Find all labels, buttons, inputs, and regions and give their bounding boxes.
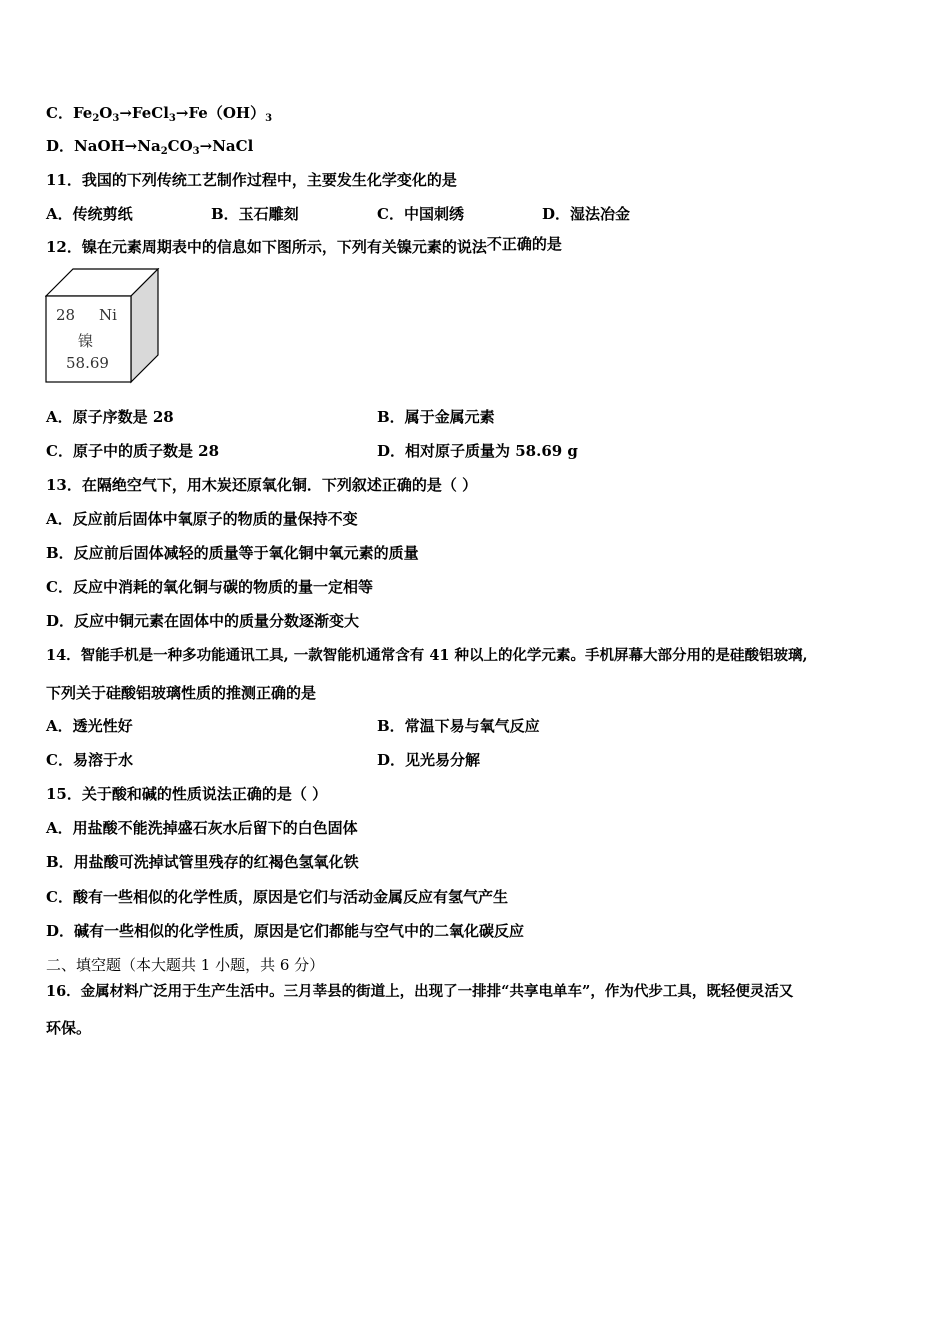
subscript: 3 <box>168 113 176 124</box>
subscript: 2 <box>92 113 100 124</box>
q10-option-d <box>46 136 253 162</box>
q14-option-d: D．见光易分解 <box>377 751 481 769</box>
formula-part: Fe <box>72 104 93 122</box>
q12-option-d: D．相对原子质量为 58.69 g <box>377 442 578 460</box>
q15-stem: 15．关于酸和碱的性质说法正确的是（ ） <box>46 785 328 803</box>
formula-part: CO <box>167 137 193 155</box>
q14-stem-line1: 14．智能手机是一种多功能通讯工具, 一款智能机通常含有 41 种以上的化学元素。手机屏幕大部分用的是硅酸铝玻璃, <box>46 647 808 664</box>
q14-option-a: A．透光性好 <box>46 717 133 735</box>
element-cell-figure <box>45 268 160 384</box>
q12-stem-emphasis: 不正确的是 <box>486 235 562 253</box>
q11-option-c: C．中国刺绣 <box>377 205 464 223</box>
subscript: 3 <box>112 113 120 124</box>
q15-option-b: B．用盐酸可洗掉试管里残存的红褐色氢氧化铁 <box>46 853 359 871</box>
subscript: 3 <box>265 113 273 124</box>
q12-stem <box>46 237 562 257</box>
section-2-title: 二、填空题（本大题共 1 小题，共 6 分） <box>46 956 325 974</box>
q13-stem: 13．在隔绝空气下，用木炭还原氧化铜．下列叙述正确的是（ ） <box>46 476 478 494</box>
q16-stem-line1: 16．金属材料广泛用于生产生活中。三月莘县的街道上，出现了一排排“共享电单车”，作为代步工具，既轻便灵活又 <box>46 983 794 1000</box>
q11-option-b: B．玉石雕刻 <box>211 205 299 223</box>
q15-option-c: C．酸有一些相似的化学性质，原因是它们与活动金属反应有氢气产生 <box>46 888 508 906</box>
q14-stem-line2: 下列关于硅酸铝玻璃性质的推测正确的是 <box>46 684 317 702</box>
q10-option-c <box>46 103 272 129</box>
formula-part: →Fe（OH） <box>175 104 266 122</box>
q13-option-b: B．反应前后固体减轻的质量等于氧化铜中氧元素的质量 <box>46 544 419 562</box>
atomic-mass: 58.69 <box>66 354 109 372</box>
q11-option-d: D．湿法冶金 <box>542 205 631 223</box>
q15-option-a: A．用盐酸不能洗掉盛石灰水后留下的白色固体 <box>46 819 358 837</box>
formula-part: NaOH→Na <box>74 137 161 155</box>
element-name: 镍 <box>78 332 94 350</box>
q13-option-d: D．反应中铜元素在固体中的质量分数逐渐变大 <box>46 612 360 630</box>
q16-stem-line2: 环保。 <box>46 1019 92 1037</box>
formula-part: O <box>99 104 113 122</box>
q14-option-c: C．易溶于水 <box>46 751 133 769</box>
q11-option-a: A．传统剪纸 <box>46 205 133 223</box>
subscript: 2 <box>160 146 168 157</box>
option-label: D． <box>46 137 75 155</box>
element-symbol: Ni <box>99 306 117 324</box>
q13-option-a: A．反应前后固体中氧原子的物质的量保持不变 <box>46 510 358 528</box>
q13-option-c: C．反应中消耗的氧化铜与碳的物质的量一定相等 <box>46 578 373 596</box>
q15-option-d: D．碱有一些相似的化学性质，原因是它们都能与空气中的二氧化碳反应 <box>46 922 525 940</box>
q12-option-a: A．原子序数是 28 <box>46 408 174 426</box>
subscript: 3 <box>192 146 200 157</box>
q12-option-c: C．原子中的质子数是 28 <box>46 442 220 460</box>
formula-part: →FeCl <box>119 104 169 122</box>
q12-option-b: B．属于金属元素 <box>377 408 495 426</box>
atomic-number: 28 <box>56 306 76 324</box>
formula-part: →NaCl <box>199 137 254 155</box>
q11-stem: 11．我国的下列传统工艺制作过程中，主要发生化学变化的是 <box>46 171 457 189</box>
q12-stem-text: 12．镍在元素周期表中的信息如下图所示，下列有关镍元素的说法 <box>46 238 487 256</box>
option-label: C． <box>46 104 73 122</box>
q14-option-b: B．常温下易与氧气反应 <box>377 717 540 735</box>
